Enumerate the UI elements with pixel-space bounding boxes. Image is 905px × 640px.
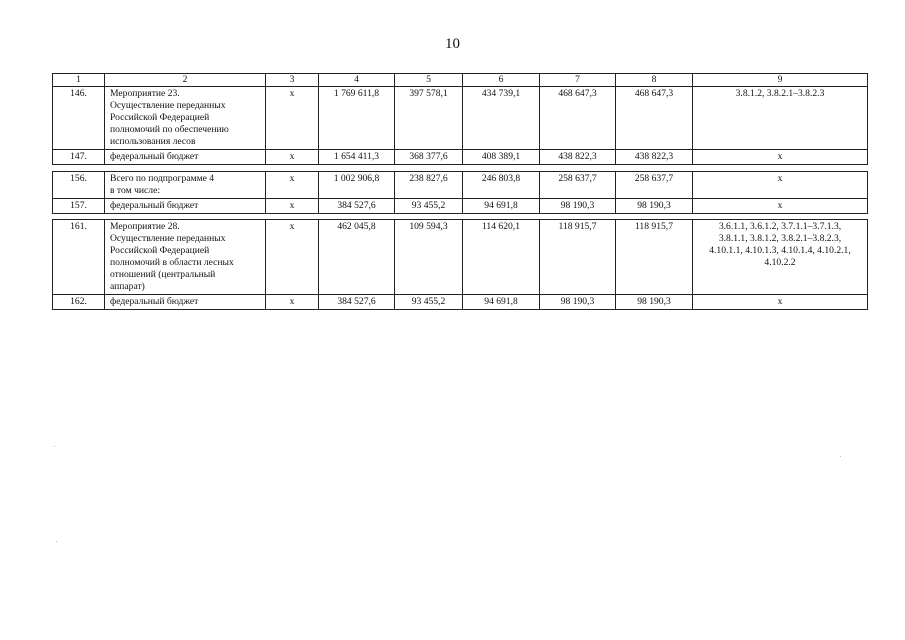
budget-table-part-1 [52, 73, 868, 165]
cell-col3: x [266, 87, 319, 150]
cell-col4: 1 002 906,8 [319, 172, 395, 199]
cell-col6: 94 691,8 [463, 199, 540, 214]
cell-col6: 114 620,1 [463, 220, 540, 295]
column-header: 2 [105, 74, 266, 87]
column-header: 9 [693, 74, 868, 87]
row-description: Всего по подпрограмме 4 в том числе: [105, 172, 266, 199]
row-description: федеральный бюджет [105, 295, 266, 310]
table-row [53, 220, 868, 295]
column-header: 4 [319, 74, 395, 87]
cell-col4: 1 654 411,3 [319, 150, 395, 165]
cell-col8: 258 637,7 [616, 172, 693, 199]
cell-col9-indicators: x [693, 295, 868, 310]
cell-col6: 408 389,1 [463, 150, 540, 165]
table-row [53, 172, 868, 199]
cell-col3: x [266, 172, 319, 199]
table-row [53, 295, 868, 310]
cell-col9-indicators: 3.6.1.1, 3.6.1.2, 3.7.1.1–3.7.1.3, 3.8.1.1, 3.8.1.2, 3.8.2.1–3.8.2.3, 4.10.1.1, 4.10.1.3, 4.10.1.4, 4.10.2.1, 4.10.2.2 [693, 220, 868, 295]
row-number: 146. [53, 87, 105, 150]
row-description: федеральный бюджет [105, 150, 266, 165]
cell-col5: 93 455,2 [395, 295, 463, 310]
table-row [53, 150, 868, 165]
cell-col3: x [266, 220, 319, 295]
cell-col7: 98 190,3 [540, 295, 616, 310]
cell-col6: 94 691,8 [463, 295, 540, 310]
cell-col5: 93 455,2 [395, 199, 463, 214]
budget-table-part-2 [52, 171, 868, 214]
cell-col8: 98 190,3 [616, 199, 693, 214]
cell-col9-indicators: 3.8.1.2, 3.8.2.1–3.8.2.3 [693, 87, 868, 150]
column-header: 7 [540, 74, 616, 87]
row-number: 157. [53, 199, 105, 214]
table-row [53, 87, 868, 150]
cell-col7: 438 822,3 [540, 150, 616, 165]
column-header: 8 [616, 74, 693, 87]
row-number: 147. [53, 150, 105, 165]
cell-col3: x [266, 199, 319, 214]
column-header: 5 [395, 74, 463, 87]
cell-col5: 109 594,3 [395, 220, 463, 295]
cell-col7: 468 647,3 [540, 87, 616, 150]
cell-col5: 397 578,1 [395, 87, 463, 150]
row-description: Мероприятие 28. Осуществление переданных Российской Федерацией полномочий в области лесных отношений (центральный аппарат) [105, 220, 266, 295]
cell-col7: 118 915,7 [540, 220, 616, 295]
cell-col3: x [266, 295, 319, 310]
cell-col8: 438 822,3 [616, 150, 693, 165]
cell-col7: 98 190,3 [540, 199, 616, 214]
cell-col3: x [266, 150, 319, 165]
budget-table-part-3 [52, 219, 868, 310]
cell-col6: 434 739,1 [463, 87, 540, 150]
cell-col4: 384 527,6 [319, 199, 395, 214]
cell-col6: 246 803,8 [463, 172, 540, 199]
row-number: 162. [53, 295, 105, 310]
scan-speck [54, 446, 55, 447]
table-row [53, 199, 868, 214]
row-number: 156. [53, 172, 105, 199]
cell-col8: 98 190,3 [616, 295, 693, 310]
cell-col8: 468 647,3 [616, 87, 693, 150]
scan-speck [840, 456, 841, 457]
cell-col5: 238 827,6 [395, 172, 463, 199]
row-description: федеральный бюджет [105, 199, 266, 214]
cell-col4: 1 769 611,8 [319, 87, 395, 150]
cell-col8: 118 915,7 [616, 220, 693, 295]
cell-col9-indicators: x [693, 172, 868, 199]
row-number: 161. [53, 220, 105, 295]
cell-col7: 258 637,7 [540, 172, 616, 199]
scan-speck [56, 541, 57, 542]
column-header: 6 [463, 74, 540, 87]
page-number: 10 [445, 36, 460, 52]
column-header: 3 [266, 74, 319, 87]
cell-col9-indicators: x [693, 150, 868, 165]
column-header: 1 [53, 74, 105, 87]
row-description: Мероприятие 23. Осуществление переданных Российской Федерацией полномочий по обеспечению использования лесов [105, 87, 266, 150]
cell-col9-indicators: x [693, 199, 868, 214]
cell-col4: 462 045,8 [319, 220, 395, 295]
cell-col5: 368 377,6 [395, 150, 463, 165]
cell-col4: 384 527,6 [319, 295, 395, 310]
column-header-row [53, 74, 868, 87]
